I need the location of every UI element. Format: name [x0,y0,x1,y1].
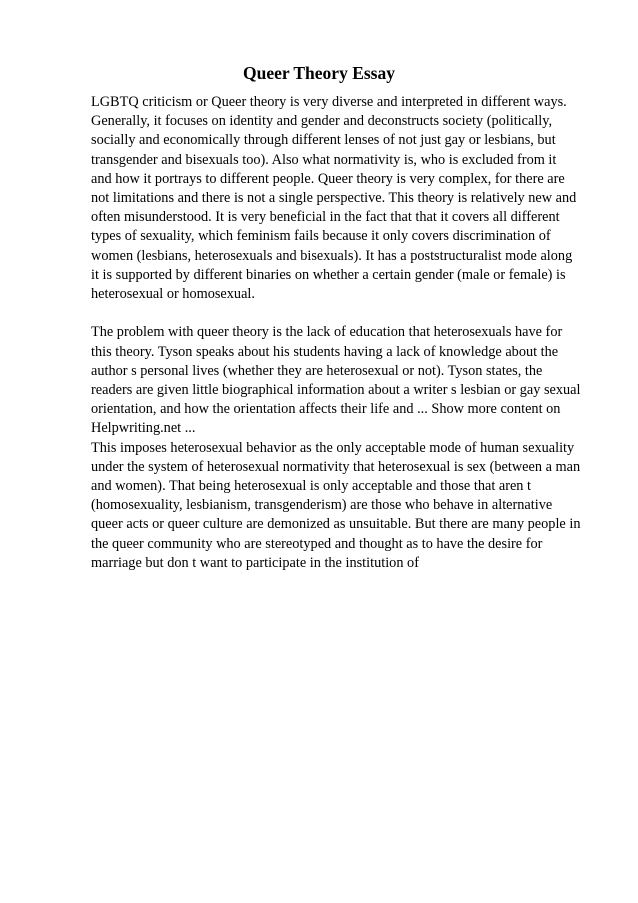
text-line: not limitations and there is not a single perspective. This theory is relatively new and [91,190,577,207]
document-title: Queer Theory Essay [243,63,395,83]
text-line: and how it portrays to different people. Queer theory is very complex, for there are [91,170,565,187]
text-line: under the system of heterosexual normativity that heterosexual is sex (between a man [91,458,581,475]
paragraph-2 [91,323,588,438]
text-line: and women). That being heterosexual is only acceptable and those that aren t [91,478,532,495]
text-line: The problem with queer theory is the lack of education that heterosexuals have for [91,324,563,341]
paragraph-gap [91,304,588,323]
text-line: (homosexuality, lesbianism, transgenderism) are those who behave in alternative [91,497,553,514]
text-line: types of sexuality, which feminism fails because it only covers discrimination of [91,228,551,245]
text-line: it is supported by different binaries on whether a certain gender (male or female) is [91,266,566,283]
text-line: LGBTQ criticism or Queer theory is very diverse and interpreted in different ways. [91,94,567,110]
text-line: socially and economically through different lenses of not just gay or lesbians, but [91,132,556,149]
paragraph-3 [91,439,588,573]
text-line: this theory. Tyson speaks about his students having a lack of knowledge about the [91,343,559,360]
text-line: orientation, and how the orientation affects their life and ... Show more content on [91,401,561,418]
text-line: women (lesbians, heterosexuals and bisexuals). It has a poststructuralist mode along [91,247,573,264]
paragraph-1 [91,93,588,304]
text-line: Generally, it focuses on identity and gender and deconstructs society (politically, [91,113,553,130]
text-line: This imposes heterosexual behavior as the only acceptable mode of human sexuality [91,439,575,456]
text-line: transgender and bisexuals too). Also what normativity is, who is excluded from it [91,151,557,168]
text-line: Helpwriting.net ... [91,420,196,437]
text-line: often misunderstood. It is very beneficial in the fact that that it covers all different [91,209,560,226]
text-line: author s personal lives (whether they are heterosexual or not). Tyson states, the [91,362,543,379]
text-line: marriage but don t want to participate in the institution of [91,554,419,571]
text-line: heterosexual or homosexual. [91,286,255,303]
text-line: readers are given little biographical information about a writer s lesbian or gay sexual [91,382,581,399]
text-line: queer acts or queer culture are demonized as unsuitable. But there are many people in [91,516,581,533]
text-line: the queer community who are stereotyped and thought as to have the desire for [91,535,543,552]
